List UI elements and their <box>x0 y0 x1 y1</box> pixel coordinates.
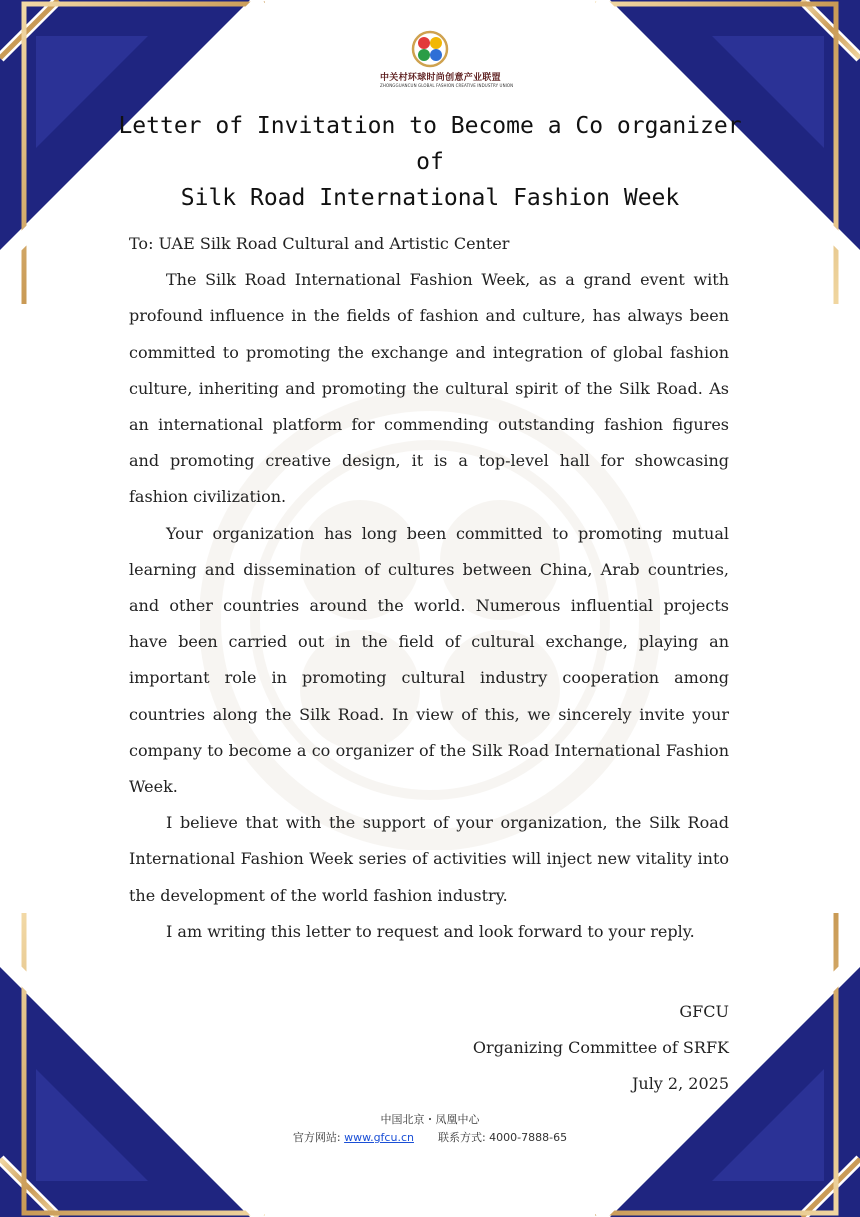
footer-contact-line <box>230 1129 630 1147</box>
letter-title <box>110 108 750 216</box>
page-footer <box>230 1111 630 1147</box>
letter-body <box>129 226 729 950</box>
website-label: 官方网站: <box>292 1131 345 1144</box>
title-line-2: Silk Road International Fashion Week <box>180 185 680 211</box>
footer-address: 中国北京・凤凰中心 <box>380 1113 480 1126</box>
gfcu-logo-icon <box>411 30 449 68</box>
website-link[interactable]: www.gfcu.cn <box>344 1131 414 1144</box>
recipient-line: To: UAE Silk Road Cultural and Artistic Center <box>129 234 510 253</box>
header-logo <box>380 30 514 88</box>
paragraph: I believe that with the support of your organization, the Silk Road International Fashion Week series of activities will inject new vitality into the development of the world fashion industry. <box>129 813 729 905</box>
paragraph: I am writing this letter to request and look forward to your reply. <box>166 921 695 941</box>
title-line-1: Letter of Invitation to Become a Co organizer of <box>118 113 742 175</box>
contact-phone: 4000-7888-65 <box>489 1131 568 1144</box>
contact-label: 联系方式: <box>437 1131 490 1144</box>
signature-org: GFCU <box>679 1002 729 1021</box>
paragraph: The Silk Road International Fashion Week, as a grand event with profound influence in the fields of fashion and culture, has always been committed to promoting the exchange and integration of global fashion culture, inheriting and promoting the cultural spirit of the Silk Road. As an international platform for commending outstanding fashion figures and promoting creative design, it is a top-level hall for showcasing fashion civilization. <box>129 270 729 507</box>
paragraph: Your organization has long been committed to promoting mutual learning and dissemination of cultures between China, Arab countries, and other countries around the world. Numerous influential projects have been carried out in the field of cultural exchange, playing an important role in promoting cultural industry cooperation among countries along the Silk Road. In view of this, we sincerely invite your company to become a co organizer of the Silk Road International Fashion Week. <box>129 523 729 797</box>
logo-english-name: ZHONGGUANCUN GLOBAL FASHION CREATIVE INDUSTRY UNION <box>380 83 514 88</box>
signature-block <box>473 994 729 1103</box>
signature-date: July 2, 2025 <box>631 1074 729 1094</box>
signature-committee: Organizing Committee of SRFK <box>472 1038 729 1058</box>
logo-chinese-name: 中关村环球时尚创意产业联盟 <box>380 73 501 83</box>
